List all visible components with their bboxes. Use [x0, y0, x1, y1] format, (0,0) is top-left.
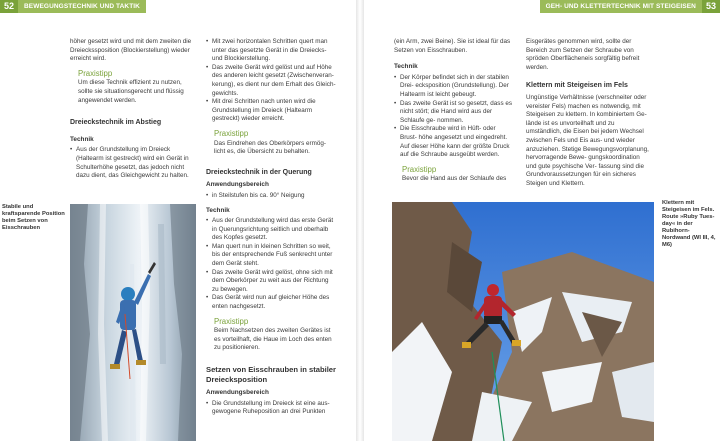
- section-heading: Dreieckstechnik im Abstieg: [70, 119, 162, 127]
- right-column-1: [394, 38, 512, 184]
- bullet-list: [206, 38, 336, 124]
- list-item: • Die Grundstellung im Dreieck ist eine aus- gewogene Ruheposition an drei Punkten: [206, 400, 336, 417]
- list-item: • Der Körper befindet sich in der stabilen Drei- ecksposition (Grundstellung). Der Haltearm ist leicht gebeugt.: [394, 74, 512, 100]
- right-column-2: [526, 38, 650, 190]
- list-item: • Mit drei Schritten nach unten wird die Grundstellung im Dreieck (Haltearm gestreckt) wieder erreicht.: [206, 98, 336, 124]
- rock-climbing-photo: [392, 202, 654, 441]
- tip-text: Um diese Technik effizient zu nutzen, sollte sie situationsgerecht und flüssig angewendet werden.: [78, 79, 184, 104]
- section-heading: Setzen von Eisschrauben in stabiler Dreiecksposition: [206, 365, 336, 384]
- subheading: Technik: [206, 206, 230, 214]
- book-gutter: [356, 0, 364, 441]
- page-number-right: 53: [702, 0, 720, 13]
- tip-title: Praxistipp: [402, 164, 437, 174]
- practice-tip: [78, 70, 196, 105]
- section-heading: Klettern mit Steigeisen im Fels: [526, 82, 628, 90]
- list-item: • Das zweite Gerät ist so gesetzt, dass es nicht stört; die Hand wird aus der Schlaufe ge- nommen.: [394, 100, 512, 126]
- right-header: [540, 0, 720, 13]
- bullet-list: [206, 192, 336, 201]
- tip-title: Praxistipp: [214, 128, 249, 138]
- photo-caption-left: Stabile und kraftsparende Position beim Setzen von Eisschrauben: [2, 204, 65, 231]
- subheading: Technik: [394, 63, 418, 71]
- practice-tip: [214, 318, 336, 353]
- left-header: [0, 0, 146, 13]
- page-number-left: 52: [0, 0, 18, 13]
- list-item: • Das Gerät wird nun auf gleicher Höhe des enten nachgesetzt.: [206, 294, 336, 311]
- photo-caption-right: Klettern mit Steigeisen im Fels. Route »Ruby Tues- day« in der Rubihorn- Nordwand (WI III, 4, M6): [662, 200, 716, 248]
- running-header-right: GEH- UND KLETTERTECHNIK MIT STEIGEISEN: [540, 0, 702, 13]
- list-item: • in Steilstufen bis ca. 90° Neigung: [206, 192, 336, 201]
- left-column-1: [70, 38, 196, 181]
- list-item: • Die Eisschraube wird in Hüft- oder Brust- höhe angesetzt und eingedreht. Auf dieser Höhe kann der größte Druck auf die Schraube ausgeübt werden.: [394, 125, 512, 159]
- tip-title: Praxistipp: [78, 68, 113, 78]
- tip-text: Das Eindrehen des Oberkörpers ermög- licht es, die Übersicht zu behalten.: [214, 139, 326, 156]
- list-item: • Mit zwei horizontalen Schritten quert man unter das gesetzte Gerät in die Dreiecks- und Blockierstellung.: [206, 38, 336, 64]
- bullet-list: [70, 146, 196, 180]
- list-item: • Das zweite Gerät wird gelöst, ohne sich mit dem Oberkörper zu weit aus der Richtung zu bewegen.: [206, 269, 336, 295]
- paragraph: Eisgerätes genommen wird, sollte der Bereich zum Setzen der Schraube von spröden Oberflächeneis sorgfältig befreit werden.: [526, 38, 640, 71]
- practice-tip: [402, 166, 512, 184]
- paragraph: höher gesetzt wird und mit dem zweiten die Dreieckssposition (Blockierstellung) wieder erreicht wird.: [70, 38, 192, 63]
- list-item: • Man quert nun in kleinen Schritten so weit, bis der entsprechende Fuß senkrecht unter dem Gerät steht.: [206, 243, 336, 269]
- bullet-list: [394, 74, 512, 160]
- list-item: • Das zweite Gerät wird gelöst und auf Höhe des anderen leicht gesetzt (Zwischenveran- kerung), es dient nur dem Erhalt des Gleich- gewichts.: [206, 64, 336, 98]
- left-column-2: [206, 38, 336, 417]
- paragraph: (ein Arm, zwei Beine). Sie ist ideal für das Setzen von Eisschrauben.: [394, 38, 511, 54]
- bullet-list: [206, 217, 336, 312]
- list-item: • Aus der Grundstellung wird das erste Gerät in Querungsrichtung seitlich und oberhalb des Kopfes gesetzt.: [206, 217, 336, 243]
- left-page: [0, 0, 356, 441]
- running-header-left: BEWEGUNGSTECHNIK UND TAKTIK: [18, 0, 146, 13]
- tip-title: Praxistipp: [214, 316, 249, 326]
- tip-text: Beim Nachsetzen des zweiten Gerätes ist es vorteilhaft, die Haue im Loch des enten zu positionieren.: [214, 327, 332, 352]
- bullet-list: [206, 400, 336, 417]
- paragraph: Ungünstige Verhältnisse (verschneiter oder vereister Fels) machen es notwendig, mit Steigeisen zu klettern. In kombiniertem Ge- lände ist es unvorteilhaft und zu umständlich, die Eisen bei jedem Wechsel zwischen Fels und Eis aus- und wieder anzuziehen. Stetige Bewegungsvorplanung, hervorragende Bewe- gungskoordination und gute psychische Ver- fassung sind die Grundvoraussetzungen für ein sicheres Steigen und Klettern.: [526, 93, 649, 187]
- subheading: Anwendungsbereich: [206, 389, 269, 396]
- subheading: Technik: [70, 135, 94, 143]
- right-page: [364, 0, 720, 441]
- practice-tip: [214, 130, 336, 157]
- tip-text: Bevor die Hand aus der Schlaufe des: [402, 175, 507, 183]
- subheading: Anwendungsbereich: [206, 181, 269, 189]
- list-item: • Aus der Grundstellung im Dreieck (Haltearm ist gestreckt) wird ein Gerät in Schulterhöhe gesetzt, das jedoch nicht dazu dient, das Gleichgewicht zu halten.: [70, 146, 196, 180]
- section-heading: Dreieckstechnik in der Querung: [206, 168, 312, 176]
- ice-climbing-photo: [70, 204, 196, 441]
